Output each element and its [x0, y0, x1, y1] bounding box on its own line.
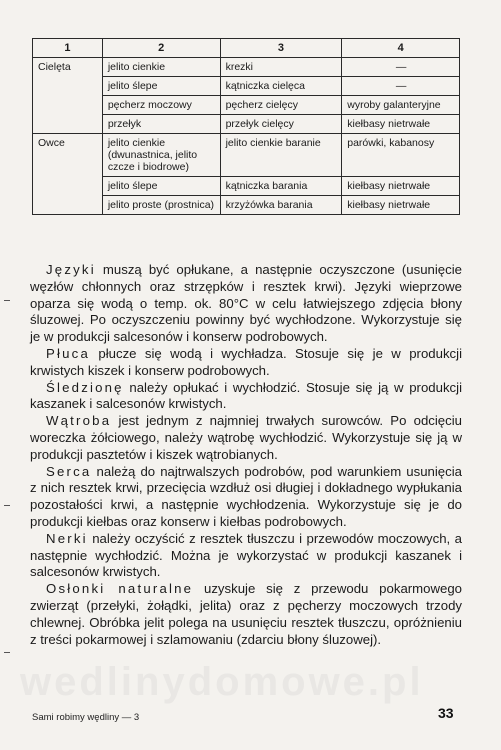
table-cell: kątniczka cielęca [220, 77, 342, 96]
column-header: 2 [102, 39, 220, 58]
margin-mark [4, 652, 10, 653]
paragraph-body: jest jednym z najmniej trwałych surowców. Po odcięciu woreczka żółciowego, należy wątrobę wychłodzić. Wykorzystuje się ją w produkcji pasztetów i kiszek wątrobianych. [30, 413, 462, 462]
table-cell: jelito cienkie [102, 58, 220, 77]
table-row [33, 196, 460, 215]
table-cell: krzyżówka barania [220, 196, 342, 215]
table-cell: kątniczka barania [220, 177, 342, 196]
watermark-text: wedlinydomowe.pl [20, 660, 424, 704]
page-number: 33 [438, 705, 454, 721]
paragraph-kidneys [30, 531, 462, 581]
table-cell: jelito ślepe [102, 177, 220, 196]
table-cell: kiełbasy nietrwałe [342, 196, 460, 215]
table-cell: jelito cienkie (dwunastnica, jelito czcze i biodrowe) [102, 134, 220, 177]
paragraph-spleen [30, 380, 462, 414]
margin-mark [4, 300, 10, 301]
paragraph-lead: Śledzionę [46, 379, 124, 395]
table-row [33, 96, 460, 115]
paragraph-body: muszą być opłukane, a następnie oczyszczone (usunięcie węzłów chłonnych oraz strzępków i resztek krwi). Języki wieprzowe oparza się wodą o temp. ok. 80°C w celu łatwiejszego zdjęcia błony śluzowej. Po oczyszczeniu powinny być wychłodzone. Wykorzystuje się je w produkcji salcesonów i konserw podrobowych. [30, 262, 462, 345]
table-cell: jelito ślepe [102, 77, 220, 96]
paragraph-hearts [30, 464, 462, 531]
paragraph-body: płucze się wodą i wychładza. Stosuje się je w produkcji krwistych kiszek i konserw podrobowych. [30, 345, 462, 378]
table-cell: pęcherz cielęcy [220, 96, 342, 115]
footer-book-title: Sami robimy wędliny — 3 [32, 712, 140, 723]
table-row [33, 115, 460, 134]
table-row [33, 177, 460, 196]
paragraph-lead: Nerki [46, 530, 88, 546]
casings-table [32, 38, 460, 215]
table-cell: przełyk [102, 115, 220, 134]
margin-mark [4, 505, 10, 506]
animal-cell-empty [33, 115, 103, 134]
table-cell: jelito proste (prostnica) [102, 196, 220, 215]
animal-cell-empty [33, 77, 103, 96]
paragraph-body: należy opłukać i wychłodzić. Stosuje się ją w produkcji kaszanek i salcesonów krwistych. [30, 379, 462, 412]
paragraph-body: należą do najtrwalszych podrobów, pod warunkiem usunięcia z nich resztek krwi, przecięcia wzdłuż osi długiej i dokładnego wypłukania pozostałości krwi, a następnie wychłodzenia. Wykorzystuje się je do produkcji kiełbas oraz konserw i kiełbas podrobowych. [30, 463, 462, 529]
paragraph-lead: Wątroba [46, 413, 112, 429]
animal-cell-empty [33, 196, 103, 215]
paragraph-lead: Serca [46, 463, 92, 479]
paragraph-lead: Płuca [46, 345, 90, 361]
column-header: 1 [33, 39, 103, 58]
animal-cell: Cielęta [33, 58, 103, 77]
paragraph-natural-casings [30, 581, 462, 648]
paragraph-lead: Języki [46, 262, 96, 277]
table-cell: wyroby galanteryjne [342, 96, 460, 115]
paragraph-body: należy oczyścić z resztek tłuszczu i przewodów moczowych, a następnie wychłodzić. Można je wykorzystać w produkcji kaszanek i salcesonów krwistych. [30, 530, 462, 580]
table-row [33, 58, 460, 77]
paragraph-liver [30, 413, 462, 463]
animal-cell: Owce [33, 134, 103, 177]
table-cell: — [342, 58, 460, 77]
table-cell: jelito cienkie baranie [220, 134, 342, 177]
animal-cell-empty [33, 177, 103, 196]
column-header: 3 [220, 39, 342, 58]
animal-cell-empty [33, 96, 103, 115]
column-header: 4 [342, 39, 460, 58]
table-cell: kiełbasy nietrwałe [342, 115, 460, 134]
paragraph-lungs [30, 346, 462, 380]
table-header-row [33, 39, 460, 58]
table-cell: krezki [220, 58, 342, 77]
table-cell: kiełbasy nietrwałe [342, 177, 460, 196]
paragraph-lead: Osłonki naturalne [46, 581, 194, 597]
paragraph-tongues [30, 262, 462, 346]
paragraph-body: uzyskuje się z przewodu pokarmowego zwierząt (przełyki, żołądki, jelita) oraz z pęcherzy moczowych trzody chlewnej. Obróbka jelit polega na usunięciu resztek tłuszczu, opróżnieniu z treści pokarmowej i szlamowaniu (zdarciu błony śluzowej). [30, 581, 463, 647]
table-cell: pęcherz moczowy [102, 96, 220, 115]
table-cell: parówki, kabanosy [342, 134, 460, 177]
table-row [33, 77, 460, 96]
table-cell: przełyk cielęcy [220, 115, 342, 134]
body-text [30, 262, 462, 648]
table-row [33, 134, 460, 177]
table-cell: — [342, 77, 460, 96]
